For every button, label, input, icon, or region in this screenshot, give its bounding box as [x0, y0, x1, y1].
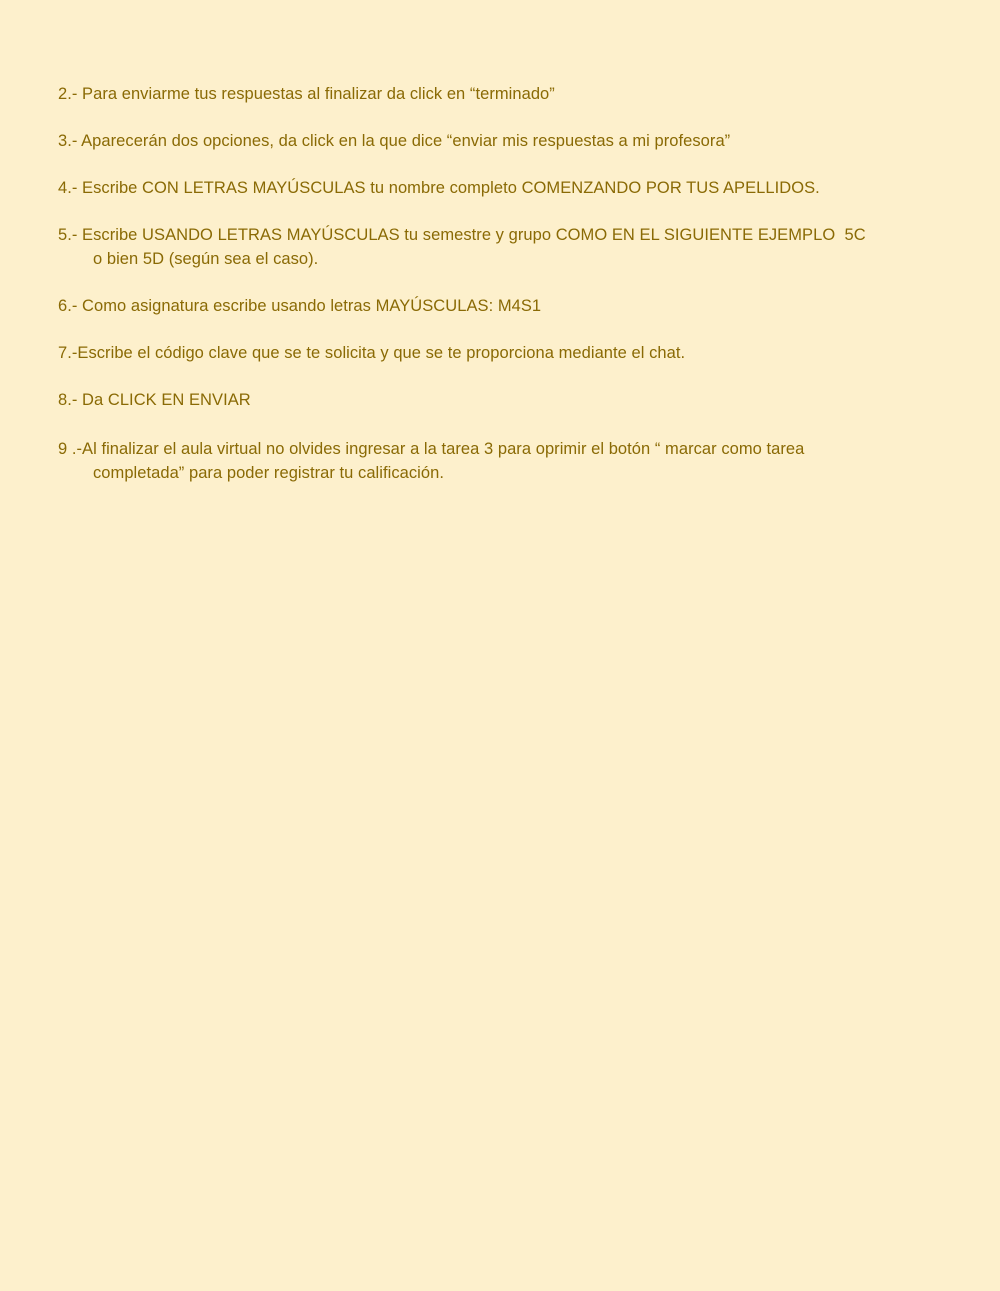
instruction-step-2: 2.- Para enviarme tus respuestas al finalizar da click en “terminado”	[58, 85, 555, 103]
instructions-list	[58, 82, 878, 508]
instruction-step-6: 6.- Como asignatura escribe usando letras MAYÚSCULAS: M4S1	[58, 297, 542, 315]
instruction-step-8: 8.- Da CLICK EN ENVIAR	[58, 391, 251, 409]
instruction-step-7: 7.-Escribe el código clave que se te solicita y que se te proporciona mediante el chat.	[58, 344, 686, 362]
instruction-step-9: 9 .-Al finalizar el aula virtual no olvides ingresar a la tarea 3 para oprimir el botón “ marcar como tarea completada” para poder registrar tu calificación.	[58, 440, 805, 482]
instruction-step-4: 4.- Escribe CON LETRAS MAYÚSCULAS tu nombre completo COMENZANDO POR TUS APELLIDOS.	[58, 179, 820, 197]
instruction-step-3: 3.- Aparecerán dos opciones, da click en la que dice “enviar mis respuestas a mi profesora”	[58, 132, 731, 150]
instruction-step-5: 5.- Escribe USANDO LETRAS MAYÚSCULAS tu semestre y grupo COMO EN EL SIGUIENTE EJEMPLO 5C o bien 5D (según sea el caso).	[58, 226, 866, 268]
